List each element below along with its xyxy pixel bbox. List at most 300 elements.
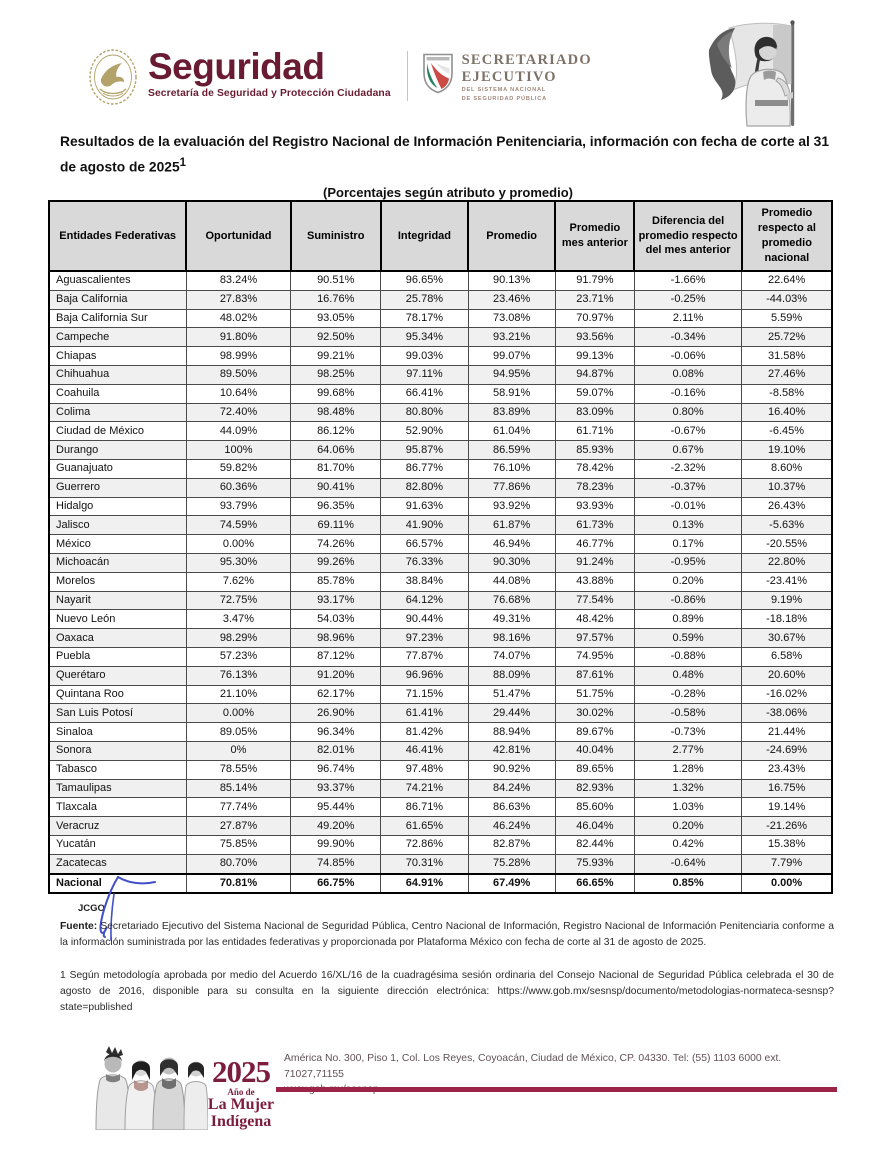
table-row <box>49 666 832 685</box>
value-cell: 95.30% <box>186 553 290 572</box>
table-row <box>49 835 832 854</box>
value-cell: -1.66% <box>634 271 741 290</box>
value-cell: 3.47% <box>186 610 290 629</box>
value-cell: 78.23% <box>555 478 634 497</box>
value-cell: 60.36% <box>186 478 290 497</box>
value-cell: 66.41% <box>381 384 468 403</box>
value-cell: 93.05% <box>291 309 381 328</box>
value-cell: 99.68% <box>291 384 381 403</box>
state-name-cell: Coahuila <box>49 384 186 403</box>
value-cell: 62.17% <box>291 685 381 704</box>
value-cell: 30.67% <box>742 629 832 648</box>
brand-subtitle: Secretaría de Seguridad y Protección Ciudadana <box>148 88 391 99</box>
value-cell: 96.35% <box>291 497 381 516</box>
column-header: Entidades Federativas <box>49 201 186 271</box>
value-cell: 22.80% <box>742 553 832 572</box>
title-footnote-marker: 1 <box>179 156 187 169</box>
results-table-body <box>49 271 832 893</box>
value-cell: -18.18% <box>742 610 832 629</box>
value-cell: 26.43% <box>742 497 832 516</box>
table-row <box>49 497 832 516</box>
state-name-cell: Aguascalientes <box>49 271 186 290</box>
value-cell: 93.37% <box>291 779 381 798</box>
value-cell: -38.06% <box>742 704 832 723</box>
value-cell: 6.58% <box>742 647 832 666</box>
value-cell: 90.41% <box>291 478 381 497</box>
value-cell: 90.92% <box>468 760 555 779</box>
value-cell: 77.86% <box>468 478 555 497</box>
value-cell: 77.74% <box>186 798 290 817</box>
value-cell: 0.42% <box>634 835 741 854</box>
value-cell: -44.03% <box>742 290 832 309</box>
value-cell: -0.34% <box>634 328 741 347</box>
table-row <box>49 290 832 309</box>
sesnsp-shield-icon <box>422 52 454 94</box>
state-name-cell: Campeche <box>49 328 186 347</box>
value-cell: 44.09% <box>186 422 290 441</box>
column-header: Diferencia del promedio respecto del mes anterior <box>634 201 741 271</box>
value-cell: 78.55% <box>186 760 290 779</box>
value-cell: 61.04% <box>468 422 555 441</box>
value-cell: 30.02% <box>555 704 634 723</box>
value-cell: 91.80% <box>186 328 290 347</box>
value-cell: 74.59% <box>186 516 290 535</box>
table-row <box>49 704 832 723</box>
value-cell: 98.25% <box>291 365 381 384</box>
table-row <box>49 365 832 384</box>
value-cell: 5.59% <box>742 309 832 328</box>
value-cell: 0.00% <box>186 535 290 554</box>
value-cell: 51.75% <box>555 685 634 704</box>
value-cell: 95.87% <box>381 441 468 460</box>
value-cell: 0.48% <box>634 666 741 685</box>
value-cell: -2.32% <box>634 459 741 478</box>
value-cell: -23.41% <box>742 572 832 591</box>
org-name-line2: EJECUTIVO <box>461 68 557 85</box>
value-cell: -16.02% <box>742 685 832 704</box>
value-cell: 75.93% <box>555 854 634 873</box>
value-cell: 98.99% <box>186 347 290 366</box>
value-cell: 48.02% <box>186 309 290 328</box>
value-cell: 10.64% <box>186 384 290 403</box>
page-subtitle: (Porcentajes según atributo y promedio) <box>323 185 573 201</box>
value-cell: 89.50% <box>186 365 290 384</box>
value-cell: 26.90% <box>291 704 381 723</box>
state-name-cell: Nuevo León <box>49 610 186 629</box>
value-cell: 93.56% <box>555 328 634 347</box>
value-cell: 82.01% <box>291 741 381 760</box>
woman-with-flag-illustration <box>703 20 823 128</box>
value-cell: 95.34% <box>381 328 468 347</box>
value-cell: 25.72% <box>742 328 832 347</box>
table-row <box>49 760 832 779</box>
state-name-cell: Querétaro <box>49 666 186 685</box>
value-cell: 8.60% <box>742 459 832 478</box>
value-cell: -0.64% <box>634 854 741 873</box>
value-cell: 2.11% <box>634 309 741 328</box>
value-cell: 70.97% <box>555 309 634 328</box>
value-cell: 72.40% <box>186 403 290 422</box>
value-cell: 99.90% <box>291 835 381 854</box>
table-row <box>49 629 832 648</box>
table-row <box>49 422 832 441</box>
state-name-cell: Jalisco <box>49 516 186 535</box>
page-title-text: Resultados de la evaluación del Registro Nacional de Información Penitenciaria, información con fecha de corte al 31 de agosto de 2025 <box>60 134 830 175</box>
value-cell: 59.82% <box>186 459 290 478</box>
value-cell: 46.41% <box>381 741 468 760</box>
value-cell: 97.48% <box>381 760 468 779</box>
state-name-cell: Oaxaca <box>49 629 186 648</box>
value-cell: 74.85% <box>291 854 381 873</box>
state-name-cell: San Luis Potosí <box>49 704 186 723</box>
indigenous-women-illustration <box>92 1046 208 1130</box>
value-cell: 93.21% <box>468 328 555 347</box>
org-name-line1: SECRETARIADO <box>461 52 592 68</box>
value-cell: 82.87% <box>468 835 555 854</box>
value-cell: 89.67% <box>555 723 634 742</box>
value-cell: 86.71% <box>381 798 468 817</box>
value-cell: 76.68% <box>468 591 555 610</box>
value-cell: 69.11% <box>291 516 381 535</box>
state-name-cell: Morelos <box>49 572 186 591</box>
state-name-cell: Tabasco <box>49 760 186 779</box>
national-total-row <box>49 874 832 894</box>
footer-address: América No. 300, Piso 1, Col. Los Reyes, Coyoacán, Ciudad de México, CP. 04330. Tel: (55) 1103 6000 ext. 71027,71155 <box>284 1053 782 1080</box>
state-name-cell: Puebla <box>49 647 186 666</box>
state-name-cell: Tamaulipas <box>49 779 186 798</box>
value-cell: 96.65% <box>381 271 468 290</box>
state-name-cell: Durango <box>49 441 186 460</box>
value-cell: 66.65% <box>555 874 634 894</box>
value-cell: 54.03% <box>291 610 381 629</box>
value-cell: 46.77% <box>555 535 634 554</box>
value-cell: 46.04% <box>555 817 634 836</box>
value-cell: 64.91% <box>381 874 468 894</box>
state-name-cell: Veracruz <box>49 817 186 836</box>
results-table <box>48 200 833 894</box>
value-cell: 87.61% <box>555 666 634 685</box>
value-cell: 23.43% <box>742 760 832 779</box>
table-row <box>49 384 832 403</box>
value-cell: 88.09% <box>468 666 555 685</box>
value-cell: -0.25% <box>634 290 741 309</box>
value-cell: -8.58% <box>742 384 832 403</box>
table-row <box>49 779 832 798</box>
value-cell: 85.78% <box>291 572 381 591</box>
value-cell: 96.96% <box>381 666 468 685</box>
value-cell: 92.50% <box>291 328 381 347</box>
table-row <box>49 817 832 836</box>
value-cell: -0.86% <box>634 591 741 610</box>
value-cell: 0.08% <box>634 365 741 384</box>
value-cell: 72.86% <box>381 835 468 854</box>
value-cell: 19.14% <box>742 798 832 817</box>
value-cell: 66.57% <box>381 535 468 554</box>
value-cell: 84.24% <box>468 779 555 798</box>
state-name-cell: Chihuahua <box>49 365 186 384</box>
value-cell: 16.40% <box>742 403 832 422</box>
value-cell: 0.67% <box>634 441 741 460</box>
value-cell: 85.60% <box>555 798 634 817</box>
state-name-cell: Sonora <box>49 741 186 760</box>
value-cell: 23.71% <box>555 290 634 309</box>
value-cell: 91.79% <box>555 271 634 290</box>
value-cell: 67.49% <box>468 874 555 894</box>
value-cell: 61.41% <box>381 704 468 723</box>
value-cell: 97.11% <box>381 365 468 384</box>
column-header: Promedio mes anterior <box>555 201 634 271</box>
value-cell: 52.90% <box>381 422 468 441</box>
value-cell: 96.74% <box>291 760 381 779</box>
value-cell: 74.21% <box>381 779 468 798</box>
state-name-cell: Quintana Roo <box>49 685 186 704</box>
value-cell: 51.47% <box>468 685 555 704</box>
value-cell: 81.42% <box>381 723 468 742</box>
campaign-line1: La Mujer <box>207 1096 275 1113</box>
value-cell: 96.34% <box>291 723 381 742</box>
value-cell: 64.12% <box>381 591 468 610</box>
value-cell: 27.46% <box>742 365 832 384</box>
value-cell: 0% <box>186 741 290 760</box>
page-title <box>60 130 836 179</box>
value-cell: 16.76% <box>291 290 381 309</box>
value-cell: -0.88% <box>634 647 741 666</box>
state-name-cell: Guerrero <box>49 478 186 497</box>
value-cell: 49.31% <box>468 610 555 629</box>
value-cell: 88.94% <box>468 723 555 742</box>
value-cell: 7.62% <box>186 572 290 591</box>
footnote-paragraph: 1 Según metodología aprobada por medio del Acuerdo 16/XL/16 de la cuadragésima sesión ordinaria del Consejo Nacional de Seguridad Pública celebrada el 30 de agosto de 2016, disponible para su consulta en la siguiente dirección electrónica: https://www.gob.mx/sesnsp/documento/metodologias-normateca-sesnsp?state=published <box>60 969 834 1013</box>
state-name-cell: Baja California Sur <box>49 309 186 328</box>
column-header: Promedio respecto al promedio nacional <box>742 201 832 271</box>
secretariado-logo-group <box>422 52 592 104</box>
value-cell: 77.54% <box>555 591 634 610</box>
table-row <box>49 591 832 610</box>
signature-initials: JCGO <box>78 903 105 914</box>
campaign-line2: Indígena <box>210 1112 272 1130</box>
value-cell: 61.87% <box>468 516 555 535</box>
table-row <box>49 516 832 535</box>
value-cell: 22.64% <box>742 271 832 290</box>
state-name-cell: Yucatán <box>49 835 186 854</box>
table-row <box>49 854 832 873</box>
value-cell: 0.85% <box>634 874 741 894</box>
value-cell: 21.10% <box>186 685 290 704</box>
column-header: Promedio <box>468 201 555 271</box>
value-cell: 85.93% <box>555 441 634 460</box>
table-row <box>49 441 832 460</box>
value-cell: 19.10% <box>742 441 832 460</box>
value-cell: 29.44% <box>468 704 555 723</box>
state-name-cell: Sinaloa <box>49 723 186 742</box>
value-cell: 58.91% <box>468 384 555 403</box>
value-cell: 7.79% <box>742 854 832 873</box>
value-cell: -5.63% <box>742 516 832 535</box>
value-cell: 77.87% <box>381 647 468 666</box>
value-cell: 93.17% <box>291 591 381 610</box>
value-cell: -21.26% <box>742 817 832 836</box>
value-cell: 1.28% <box>634 760 741 779</box>
value-cell: 71.15% <box>381 685 468 704</box>
value-cell: 66.75% <box>291 874 381 894</box>
value-cell: 98.96% <box>291 629 381 648</box>
org-sub-line1: DEL SISTEMA NACIONAL <box>461 86 547 93</box>
value-cell: 87.12% <box>291 647 381 666</box>
value-cell: -0.06% <box>634 347 741 366</box>
value-cell: 80.80% <box>381 403 468 422</box>
value-cell: 46.94% <box>468 535 555 554</box>
value-cell: 70.81% <box>186 874 290 894</box>
value-cell: 86.59% <box>468 441 555 460</box>
value-cell: 70.31% <box>381 854 468 873</box>
value-cell: 99.03% <box>381 347 468 366</box>
value-cell: 86.63% <box>468 798 555 817</box>
value-cell: -0.16% <box>634 384 741 403</box>
value-cell: -24.69% <box>742 741 832 760</box>
table-row <box>49 328 832 347</box>
value-cell: 0.80% <box>634 403 741 422</box>
value-cell: 48.42% <box>555 610 634 629</box>
value-cell: 99.13% <box>555 347 634 366</box>
value-cell: 21.44% <box>742 723 832 742</box>
source-text: Secretariado Ejecutivo del Sistema Nacional de Seguridad Pública, Centro Nacional de Información, Registro Nacional de Información Penitenciaria conforme a la información suministrada por las entidades federativas y proporcionada por Plataforma México con fecha de corte al 31 de agosto de 2025. <box>60 921 834 948</box>
value-cell: 61.73% <box>555 516 634 535</box>
value-cell: 94.95% <box>468 365 555 384</box>
value-cell: -0.37% <box>634 478 741 497</box>
table-row <box>49 459 832 478</box>
value-cell: 94.87% <box>555 365 634 384</box>
value-cell: 97.57% <box>555 629 634 648</box>
value-cell: 93.79% <box>186 497 290 516</box>
value-cell: 86.77% <box>381 459 468 478</box>
value-cell: 98.29% <box>186 629 290 648</box>
value-cell: -0.58% <box>634 704 741 723</box>
value-cell: -0.28% <box>634 685 741 704</box>
state-name-cell: Hidalgo <box>49 497 186 516</box>
value-cell: 76.10% <box>468 459 555 478</box>
value-cell: 99.26% <box>291 553 381 572</box>
footer-accent-line <box>276 1087 837 1092</box>
title-block <box>60 130 836 200</box>
value-cell: -0.95% <box>634 553 741 572</box>
value-cell: 95.44% <box>291 798 381 817</box>
value-cell: 38.84% <box>381 572 468 591</box>
org-sub-line2: DE SEGURIDAD PÚBLICA <box>461 96 547 103</box>
eagle-seal-icon <box>88 48 138 106</box>
table-row <box>49 553 832 572</box>
value-cell: 78.42% <box>555 459 634 478</box>
value-cell: 61.65% <box>381 817 468 836</box>
value-cell: 43.88% <box>555 572 634 591</box>
value-cell: -0.67% <box>634 422 741 441</box>
state-name-cell: Ciudad de México <box>49 422 186 441</box>
value-cell: -20.55% <box>742 535 832 554</box>
value-cell: 81.70% <box>291 459 381 478</box>
value-cell: 76.13% <box>186 666 290 685</box>
value-cell: 90.44% <box>381 610 468 629</box>
state-name-cell: Guanajuato <box>49 459 186 478</box>
state-name-cell: Tlaxcala <box>49 798 186 817</box>
value-cell: 74.07% <box>468 647 555 666</box>
value-cell: 57.23% <box>186 647 290 666</box>
value-cell: 0.20% <box>634 572 741 591</box>
header-divider <box>407 51 408 101</box>
value-cell: 97.23% <box>381 629 468 648</box>
value-cell: 100% <box>186 441 290 460</box>
value-cell: 80.70% <box>186 854 290 873</box>
results-table-wrap <box>48 200 833 894</box>
value-cell: 1.03% <box>634 798 741 817</box>
value-cell: 91.20% <box>291 666 381 685</box>
value-cell: 0.17% <box>634 535 741 554</box>
value-cell: 0.89% <box>634 610 741 629</box>
value-cell: 74.95% <box>555 647 634 666</box>
value-cell: 85.14% <box>186 779 290 798</box>
value-cell: 89.05% <box>186 723 290 742</box>
value-cell: 0.13% <box>634 516 741 535</box>
value-cell: 91.24% <box>555 553 634 572</box>
campaign-year-block <box>206 1056 276 1131</box>
value-cell: 15.38% <box>742 835 832 854</box>
state-name-cell: Chiapas <box>49 347 186 366</box>
value-cell: 72.75% <box>186 591 290 610</box>
column-header: Suministro <box>291 201 381 271</box>
state-name-cell: Michoacán <box>49 553 186 572</box>
column-header: Oportunidad <box>186 201 290 271</box>
value-cell: 90.13% <box>468 271 555 290</box>
value-cell: 82.80% <box>381 478 468 497</box>
value-cell: 9.19% <box>742 591 832 610</box>
value-cell: 89.65% <box>555 760 634 779</box>
value-cell: 90.51% <box>291 271 381 290</box>
value-cell: 98.48% <box>291 403 381 422</box>
value-cell: 98.16% <box>468 629 555 648</box>
value-cell: 74.26% <box>291 535 381 554</box>
table-row <box>49 741 832 760</box>
value-cell: 73.08% <box>468 309 555 328</box>
value-cell: 0.00% <box>742 874 832 894</box>
table-row <box>49 478 832 497</box>
value-cell: 64.06% <box>291 441 381 460</box>
column-header: Integridad <box>381 201 468 271</box>
value-cell: 82.44% <box>555 835 634 854</box>
state-name-cell: México <box>49 535 186 554</box>
state-name-cell: Nayarit <box>49 591 186 610</box>
value-cell: 0.00% <box>186 704 290 723</box>
value-cell: 61.71% <box>555 422 634 441</box>
value-cell: 27.87% <box>186 817 290 836</box>
value-cell: -0.01% <box>634 497 741 516</box>
value-cell: 42.81% <box>468 741 555 760</box>
table-row <box>49 723 832 742</box>
value-cell: 75.85% <box>186 835 290 854</box>
table-row <box>49 535 832 554</box>
gov-header <box>88 48 592 106</box>
value-cell: 27.83% <box>186 290 290 309</box>
value-cell: 76.33% <box>381 553 468 572</box>
table-row <box>49 347 832 366</box>
value-cell: 99.07% <box>468 347 555 366</box>
campaign-year: 2025 <box>212 1054 270 1089</box>
value-cell: 93.92% <box>468 497 555 516</box>
value-cell: 20.60% <box>742 666 832 685</box>
value-cell: 25.78% <box>381 290 468 309</box>
value-cell: -0.73% <box>634 723 741 742</box>
value-cell: 99.21% <box>291 347 381 366</box>
value-cell: 44.08% <box>468 572 555 591</box>
table-row <box>49 798 832 817</box>
value-cell: 78.17% <box>381 309 468 328</box>
